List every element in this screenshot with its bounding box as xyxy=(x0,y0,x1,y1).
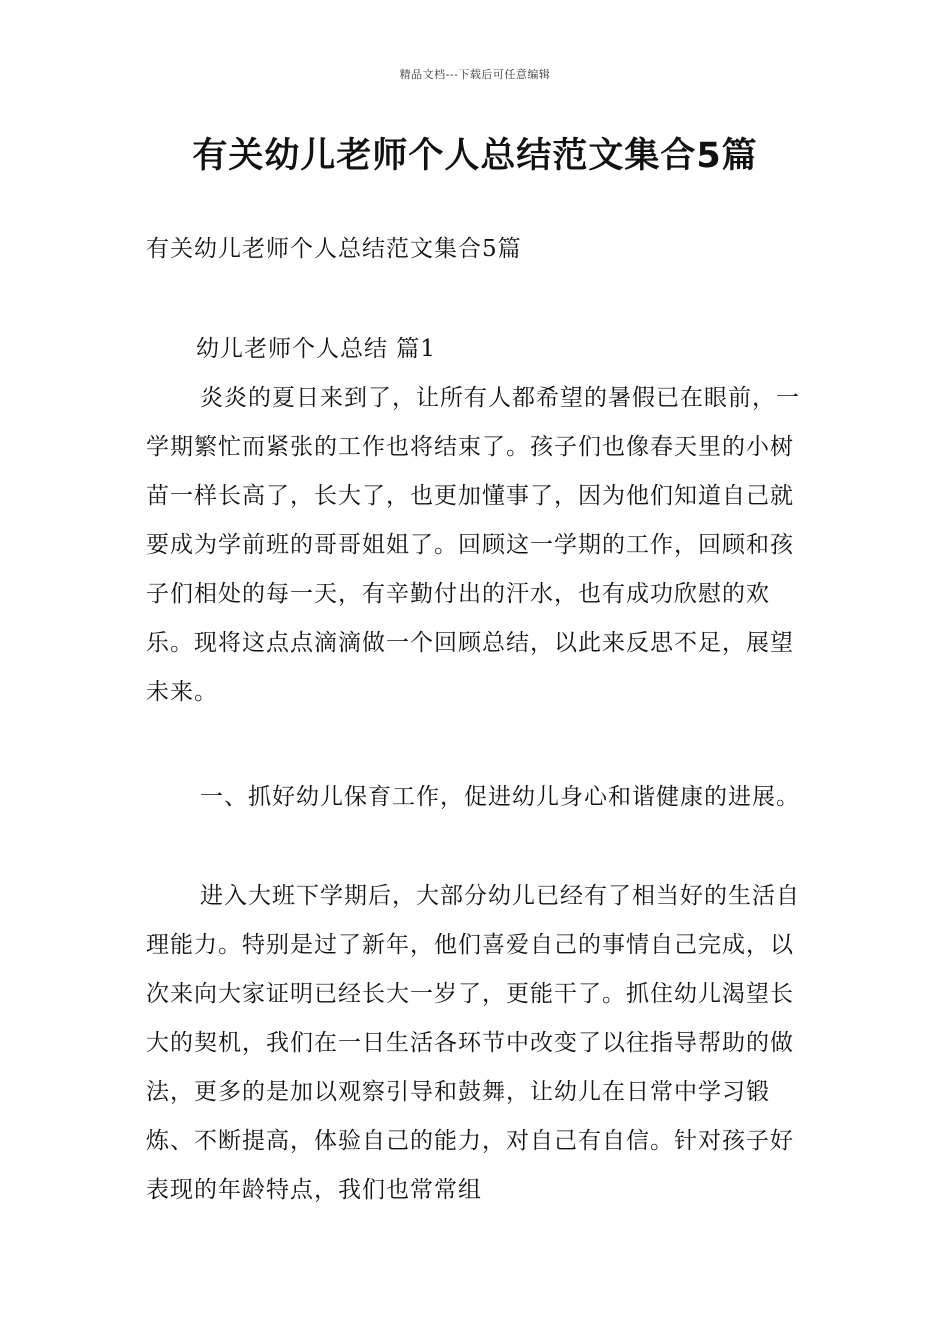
section-title: 幼儿老师个人总结 篇1 xyxy=(196,336,436,362)
document-title: 有关幼儿老师个人总结范文集合5篇 xyxy=(192,136,758,176)
paragraph-childcare: 进入大班下学期后，大部分幼儿已经有了相当好的生活自理能力。特别是过了新年，他们喜爱自己的事情自己完成，以次来向大家证明已经长大一岁了，更能干了。抓住幼儿渴望长大的契机，我们在一日生活各环节中改变了以往指导帮助的做法，更多的是加以观察引导和鼓舞，让幼儿在日常中学习锻炼、不断提高，体验自己的能力，对自己有自信。针对孩子好表现的年龄特点，我们也常常组 xyxy=(146,883,800,1203)
document-subtitle: 有关幼儿老师个人总结范文集合5篇 xyxy=(146,236,522,262)
header-note: 精品文档---下载后可任意编辑 xyxy=(399,68,551,81)
paragraph-intro: 炎炎的夏日来到了，让所有人都希望的暑假已在眼前，一学期繁忙而紧张的工作也将结束了。孩子们也像春天里的小树苗一样长高了，长大了，也更加懂事了，因为他们知道自己就要成为学前班的哥哥姐姐了。回顾这一学期的工作，回顾和孩子们相处的每一天，有辛勤付出的汗水，也有成功欣慰的欢乐。现将这点点滴滴做一个回顾总结，以此来反思不足，展望未来。 xyxy=(146,385,800,705)
section-heading-1: 一、抓好幼儿保育工作，促进幼儿身心和谐健康的进展。 xyxy=(200,784,800,810)
